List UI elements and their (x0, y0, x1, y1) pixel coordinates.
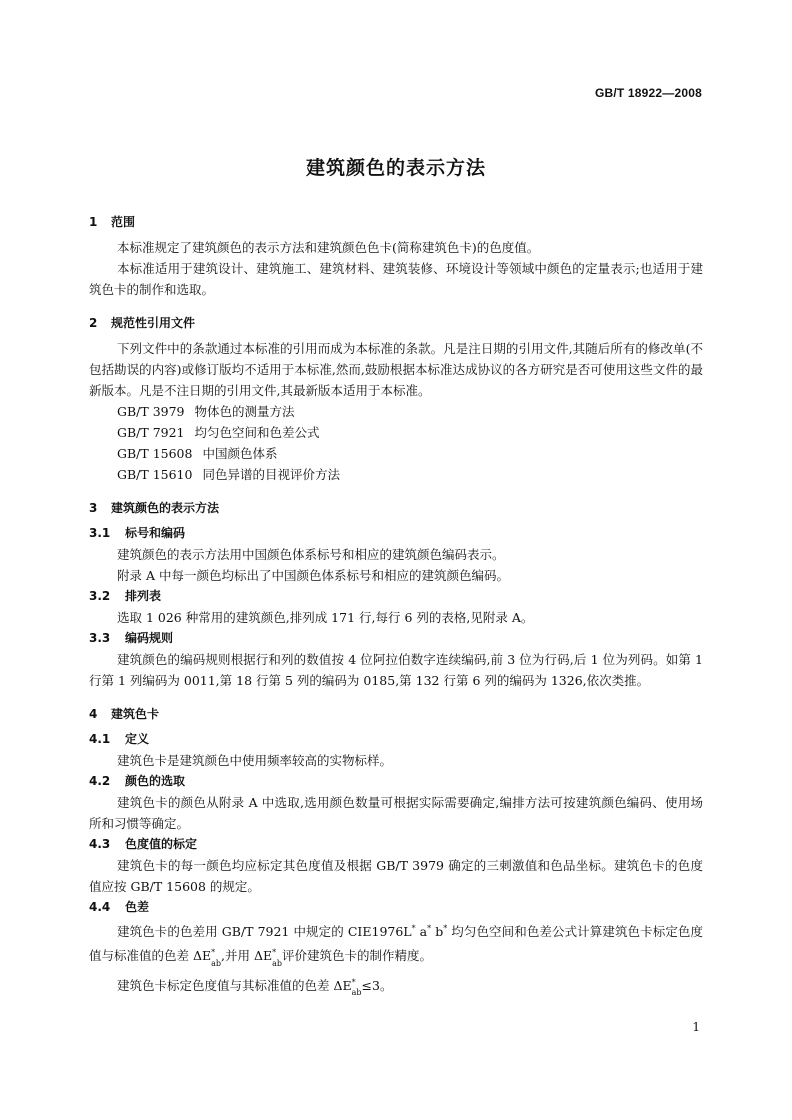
reference-item: GB/T 15608 中国颜色体系 (117, 446, 278, 461)
paragraph: 建筑颜色的表示方法用中国颜色体系标号和相应的建筑颜色编码表示。 (117, 547, 505, 562)
subsection-4-4-heading: 4.4 色差 (89, 900, 150, 914)
paragraph: 下列文件中的条款通过本标准的引用而成为本标准的条款。凡是注日期的引用文件,其随后所有的修改单(不包括勘误的内容)或修订版均不适用于本标准,然而,鼓励根据本标准达成协议的各方研究是否可使用这些文件的最新版本。凡是不注日期的引用文件,其最新版本适用于本标准。 (89, 341, 703, 398)
reference-item: GB/T 15610 同色异谱的目视评价方法 (117, 467, 340, 482)
section-title: 建筑色卡 (111, 707, 160, 721)
section-title: 建筑颜色的表示方法 (111, 501, 220, 515)
paragraph: 附录 A 中每一颜色均标出了中国颜色体系标号和相应的建筑颜色编码。 (117, 568, 509, 583)
section-2-heading (89, 313, 703, 334)
paragraph: 建筑色卡是建筑颜色中使用频率较高的实物标样。 (117, 753, 393, 768)
document-title: 建筑颜色的表示方法 (305, 157, 486, 179)
paragraph: 建筑色卡标定色度值与其标准值的色差 $\Delta E^*_{ab}\le 3$。 (117, 977, 393, 998)
reference-item: GB/T 7921 均匀色空间和色差公式 (117, 425, 320, 440)
subsection-4-3-heading: 4.3 色度值的标定 (89, 837, 198, 851)
section-1-heading (89, 212, 703, 233)
section-number: 4 (89, 707, 98, 721)
section-title: 规范性引用文件 (111, 316, 196, 330)
paragraph: 建筑色卡的每一颜色均应标定其色度值及根据 GB/T 3979 确定的三刺激值和色品坐标。建筑色卡的色度值应按 GB/T 15608 的规定。 (89, 858, 703, 894)
standard-code: GB/T 18922—2008 (594, 86, 702, 100)
paragraph: 选取 1 026 种常用的建筑颜色,排列成 171 行,每行 6 列的表格,见附录 A。 (117, 610, 534, 625)
section-title: 范围 (111, 215, 136, 229)
section-3-heading (89, 498, 703, 519)
subsection-4-2-heading: 4.2 颜色的选取 (89, 774, 186, 788)
section-number: 1 (89, 215, 98, 229)
paragraph: 建筑色卡的颜色从附录 A 中选取,选用颜色数量可根据实际需要确定,编排方法可按建筑颜色编码、使用场所和习惯等确定。 (89, 795, 703, 831)
subsection-3-1-heading: 3.1 标号和编码 (89, 526, 186, 540)
subsection-4-1-heading: 4.1 定义 (89, 732, 150, 746)
document-body (89, 212, 703, 1001)
paragraph: 本标准适用于建筑设计、建筑施工、建筑材料、建筑装修、环境设计等领域中颜色的定量表示;也适用于建筑色卡的制作和选取。 (89, 261, 703, 297)
section-number: 3 (89, 501, 98, 515)
reference-item: GB/T 3979 物体色的测量方法 (117, 404, 295, 419)
paragraph: 建筑颜色的编码规则根据行和列的数值按 4 位阿拉伯数字连续编码,前 3 位为行码,后 1 位为列码。如第 1 行第 1 列编码为 0011,第 18 行第 5 列的编码为 0185,第 132 行第 6 列的编码为 1326,依次类推。 (89, 652, 703, 688)
paragraph: 本标准规定了建筑颜色的表示方法和建筑颜色色卡(简称建筑色卡)的色度值。 (117, 240, 540, 255)
page-number: 1 (692, 1020, 700, 1034)
paragraph: 建筑色卡的色差用 GB/T 7921 中规定的 CIE1976L* a* b* 均匀色空间和色差公式计算建筑色卡标定色度值与标准值的色差 $\Delta E^*_{ab}$,并用 $\Delta E^*_{ab}$评价建筑色卡的制作精度。 (89, 924, 703, 968)
section-number: 2 (89, 316, 98, 330)
subsection-3-2-heading: 3.2 排列表 (89, 589, 162, 603)
subsection-3-3-heading: 3.3 编码规则 (89, 631, 174, 645)
section-4-heading (89, 704, 703, 725)
